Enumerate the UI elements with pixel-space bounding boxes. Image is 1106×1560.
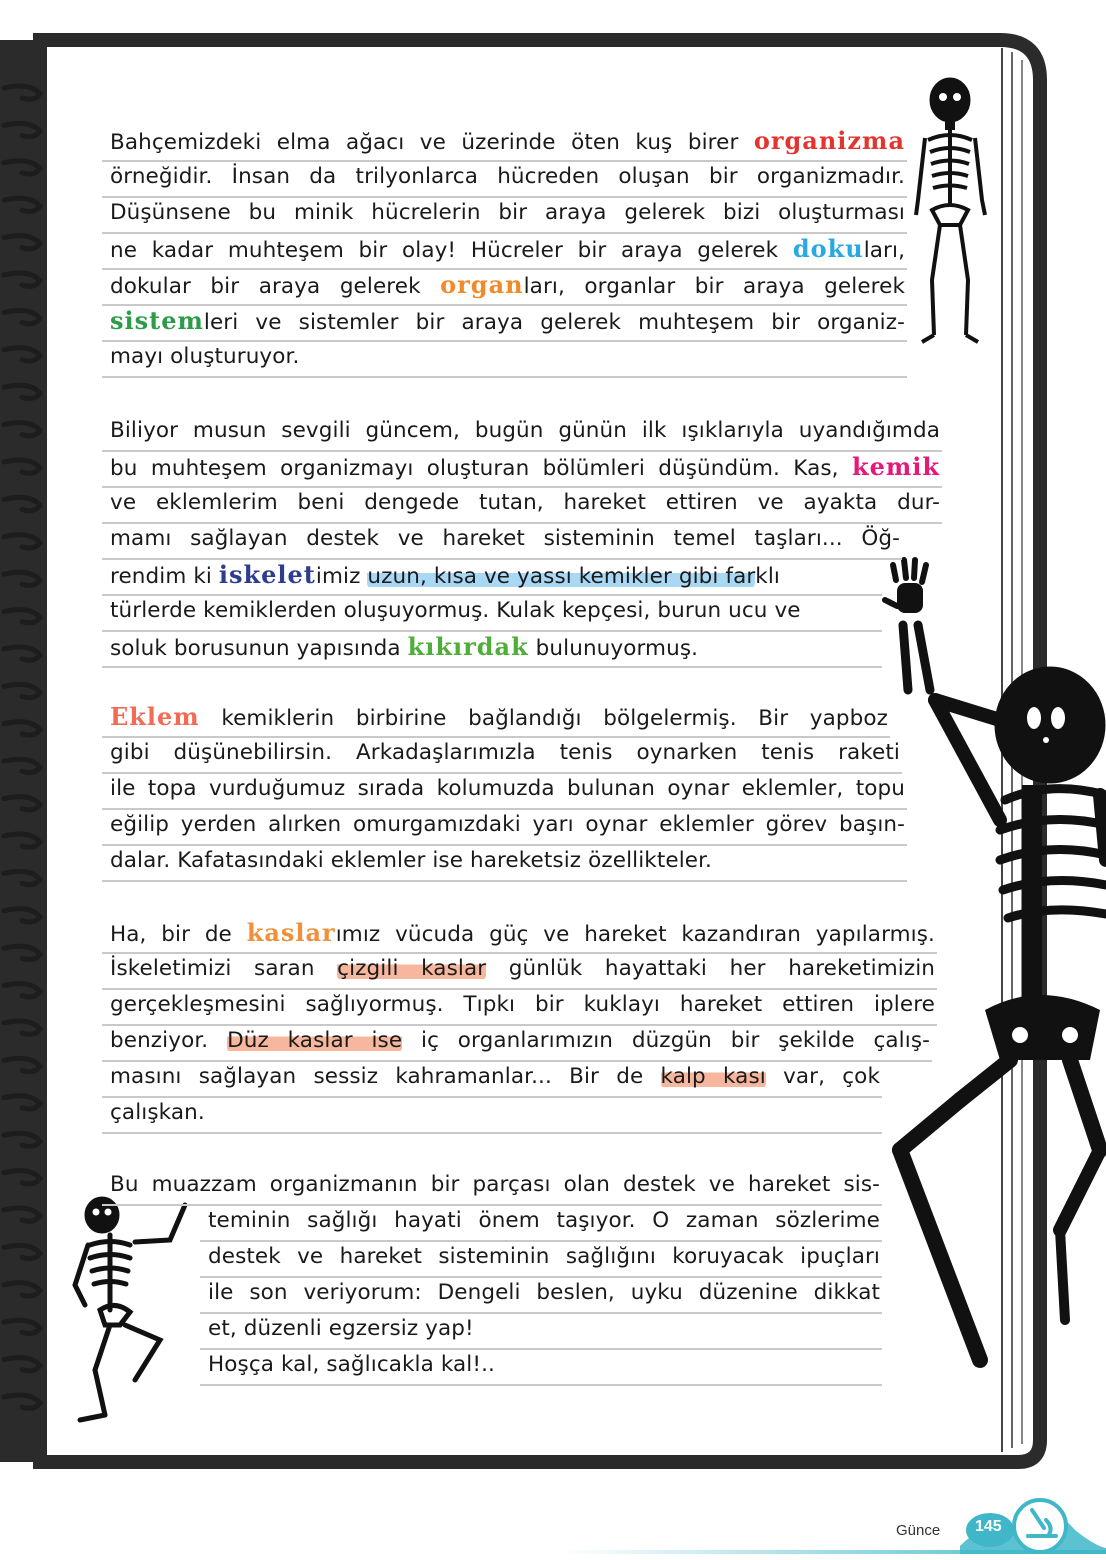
- paragraph: [110, 1170, 940, 1386]
- text-run: soluk borusunun yapısında: [110, 636, 408, 661]
- text-run: leri ve sistemler bir araya gelerek muhteşem bir organiz-: [203, 310, 905, 335]
- text-run: çalışkan.: [110, 1100, 205, 1125]
- paragraph: [110, 918, 940, 1134]
- text-run: bulunuyormuş.: [528, 636, 699, 661]
- text-run: destek ve hareket sisteminin sağlığını koruyacak ipuçları: [208, 1244, 880, 1269]
- text-run: eğilip yerden alırken omurgamızdaki yarı oynar eklemler görev başın-: [110, 812, 905, 837]
- text-run: masını sağlayan sessiz kahramanlar... Bir de: [110, 1064, 661, 1089]
- text-line: [110, 990, 935, 1026]
- text-run: Ha, bir de: [110, 922, 247, 947]
- text-run: var, çok: [765, 1064, 880, 1089]
- text-run: mayı oluşturuyor.: [110, 344, 300, 369]
- text-run: imiz: [315, 564, 368, 589]
- footer-wave: [0, 1470, 1106, 1560]
- text-run: Bu muazzam organizmanın bir parçası olan destek ve hareket sis-: [110, 1172, 880, 1197]
- text-run: İskeletimizi saran: [110, 956, 338, 981]
- text-run: ile topa vurduğumuz sırada kolumuzda bulunan oynar eklemler, topu: [110, 776, 905, 801]
- text-run: mamı sağlayan destek ve hareket sisteminin temel taşları... Öğ-: [110, 526, 900, 551]
- text-line: [110, 234, 905, 270]
- keyword: Eklem: [110, 702, 200, 731]
- text-run: Biliyor musun sevgili güncem, bugün günün ilk ışıklarıyla uyandığımda: [110, 418, 940, 443]
- text-line: [110, 126, 905, 162]
- paragraph: [110, 702, 940, 882]
- footer-label: Günce: [896, 1522, 941, 1539]
- text-run: ne kadar muhteşem bir olay! Hücreler bir araya gelerek: [110, 238, 793, 263]
- text-run: ve eklemlerim beni dengede tutan, hareket ettiren ve ayakta dur-: [110, 490, 940, 515]
- text-line: [110, 270, 905, 306]
- keyword: kaslar: [246, 918, 336, 947]
- paragraph: [110, 416, 940, 668]
- page-number: 145: [975, 1518, 1002, 1535]
- highlighted-text: Düz kaslar ise: [227, 1028, 403, 1053]
- highlighted-text: kalp kası: [660, 1064, 766, 1089]
- text-line: [110, 560, 880, 596]
- text-run: ile son veriyorum: Dengeli beslen, uyku düzenine dikkat: [208, 1280, 880, 1305]
- keyword: organizma: [753, 126, 905, 155]
- text-line: [110, 306, 905, 342]
- keyword: sistem: [110, 306, 204, 335]
- text-run: türlerde kemiklerden oluşuyormuş. Kulak kepçesi, burun ucu ve: [110, 598, 801, 623]
- text-line: [110, 342, 905, 378]
- text-line: [110, 1026, 930, 1062]
- text-run: Bahçemizdeki elma ağacı ve üzerinde öten kuş birer: [110, 130, 754, 155]
- text-run: günlük hayattaki her hareketimizin: [486, 956, 936, 981]
- text-run: et, düzenli egzersiz yap!: [208, 1316, 474, 1341]
- text-line: [110, 738, 900, 774]
- text-line: [208, 1314, 880, 1350]
- text-line: [208, 1242, 880, 1278]
- text-line: [110, 774, 905, 810]
- text-line: [110, 596, 880, 632]
- text-run: kemiklerin birbirine bağlandığı bölgelermiş. Bir yapboz: [199, 706, 888, 731]
- text-run: örneğidir. İnsan da trilyonlarca hücreden oluşan bir organizmadır.: [110, 164, 905, 189]
- text-run: Hoşça kal, sağlıcakla kal!..: [208, 1352, 495, 1377]
- text-run: klı: [755, 564, 780, 589]
- keyword: kıkırdak: [407, 632, 529, 661]
- highlighted-text: çizgili kaslar: [337, 956, 487, 981]
- text-line: [110, 918, 935, 954]
- text-run: ımız vücuda güç ve hareket kazandıran yapılarmış.: [335, 922, 935, 947]
- text-line: [110, 1098, 880, 1134]
- text-run: teminin sağlığı hayati önem taşıyor. O zaman sözlerime: [208, 1208, 880, 1233]
- text-run: ları, organlar bir araya gelerek: [523, 274, 905, 299]
- text-line: [208, 1278, 880, 1314]
- text-line: [110, 452, 940, 488]
- text-line: [110, 702, 888, 738]
- text-run: rendim ki: [110, 564, 219, 589]
- text-line: [110, 524, 900, 560]
- text-line: [110, 632, 880, 668]
- highlighted-text: uzun, kısa ve yassı kemikler gibi far: [367, 564, 756, 589]
- text-line: [110, 846, 905, 882]
- paragraph: [110, 126, 940, 378]
- text-line: [110, 1170, 880, 1206]
- text-run: dokular bir araya gelerek: [110, 274, 441, 299]
- keyword: doku: [792, 234, 864, 263]
- text-line: [110, 198, 905, 234]
- text-run: benziyor.: [110, 1028, 228, 1053]
- text-line: [110, 954, 935, 990]
- text-run: ları,: [863, 238, 905, 263]
- text-line: [110, 810, 905, 846]
- text-line: [208, 1206, 880, 1242]
- keyword: iskelet: [218, 560, 316, 589]
- text-run: dalar. Kafatasındaki eklemler ise hareketsiz özellikteler.: [110, 848, 712, 873]
- text-line: [110, 416, 940, 452]
- text-run: bu muhteşem organizmayı oluşturan bölümleri düşündüm. Kas,: [110, 456, 852, 481]
- text-run: gibi düşünebilirsin. Arkadaşlarımızla tenis oynarken tenis raketi: [110, 740, 900, 765]
- keyword: organ: [440, 270, 524, 299]
- text-run: gerçekleşmesini sağlıyormuş. Tıpkı bir kuklayı hareket ettiren iplere: [110, 992, 935, 1017]
- text-line: [110, 1062, 880, 1098]
- keyword: kemik: [851, 452, 940, 481]
- text-line: [110, 488, 940, 524]
- text-run: iç organlarımızın düzgün bir şekilde çalış-: [402, 1028, 930, 1053]
- text-run: Düşünsene bu minik hücrelerin bir araya gelerek bizi oluşturması: [110, 200, 905, 225]
- text-line: [208, 1350, 880, 1386]
- text-line: [110, 162, 905, 198]
